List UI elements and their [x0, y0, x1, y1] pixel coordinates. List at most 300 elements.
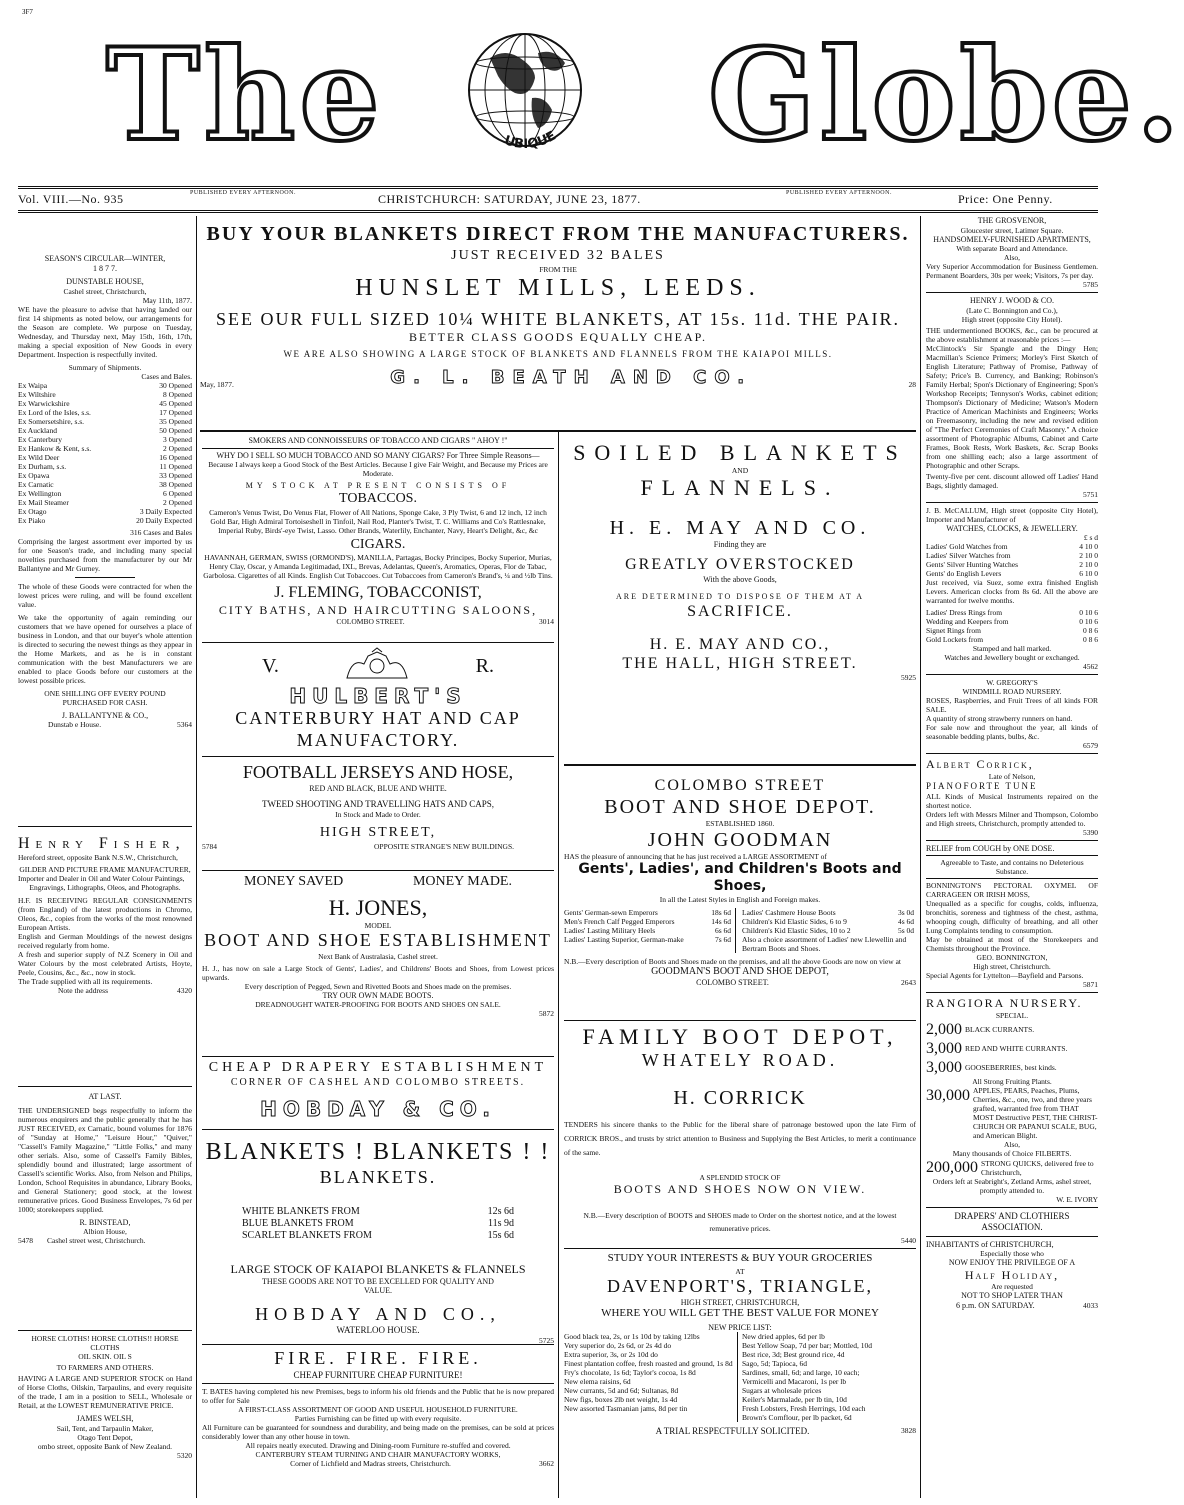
- blanket-price-list: [242, 1206, 514, 1242]
- row-value: 11s 9d: [487, 1218, 514, 1230]
- row-value: 30 Opened: [159, 380, 192, 390]
- ad-slogan: A TRIAL RESPECTFULLY SOLICITED.: [655, 1426, 810, 1437]
- row-label: BLUE BLANKETS FROM: [242, 1218, 354, 1230]
- row-value: 8 Opened: [163, 389, 192, 399]
- banner-date: May, 1877.: [200, 379, 234, 389]
- column-rule: [196, 216, 197, 1498]
- ad-firm: CITY BATHS, AND HAIRCUTTING SALOONS,: [218, 602, 538, 617]
- ad-heading: BOOT AND SHOE DEPOT.: [604, 796, 876, 819]
- row-label: WHITE BLANKETS FROM: [242, 1206, 360, 1218]
- ad-firm: W. GREGORY'S: [986, 678, 1038, 688]
- may-ad: [564, 436, 916, 756]
- price-row: [926, 542, 1098, 551]
- ad-body: We take the opportunity of again reminding our customers that we have opened for ourselves a place of business in London, and that our buyer's whole attention is directed to securing the newest things as they appear in the Home Markets, and as he is in constant communication with the best Manufacturers we are enabled to place Goods before our customers at the lowest possible prices.: [18, 612, 192, 685]
- ad-address: THE HALL, HIGH STREET.: [622, 655, 858, 673]
- price-row: [18, 381, 192, 390]
- ad-signature: W. E. IVORY: [1056, 1195, 1098, 1205]
- ad-firm: GEO. BONNINGTON,: [976, 953, 1048, 963]
- ad-heading: BONNINGTON'S PECTORAL OXYMEL OF CARRAGEEN OR IRISH MOSS,: [926, 881, 1098, 900]
- row-value: 2 10 0: [1079, 560, 1098, 570]
- ad-firm: CANTERBURY STEAM TURNING AND CHAIR MANUFACTORY WORKS,: [255, 1450, 501, 1460]
- banner-firm: G. L. BEATH AND CO.: [390, 367, 753, 389]
- row-value: 33 Opened: [159, 470, 192, 480]
- ad-heading: BOOTS AND SHOES NOW ON VIEW.: [613, 1181, 867, 1196]
- ad-subheading: MY STOCK AT PRESENT CONSISTS OF: [245, 481, 511, 491]
- ad-body: NOT TO SHOP LATER THAN: [961, 1291, 1063, 1301]
- row-label: Ex Auckland: [18, 425, 57, 435]
- ad-body: Because I always keep a Good Stock of the Best Articles. Because I give Fair Weight, and Because my Prices are Moderate.: [208, 460, 548, 479]
- price-row: [18, 489, 192, 498]
- ad-heading: FLANNELS.: [640, 475, 840, 501]
- ad-heading: Half Holiday,: [964, 1268, 1060, 1283]
- ad-heading: CANTERBURY HAT AND CAP MANUFACTORY.: [235, 708, 521, 750]
- ad-body: Twenty-five per cent. discount allowed off Ladies' Hand Bags, slightly damaged.: [926, 471, 1098, 490]
- ad-heading: THE GROSVENOR,: [977, 216, 1047, 225]
- row-label: Gold Lockets from: [926, 635, 984, 645]
- ad-number: 28: [908, 379, 916, 389]
- row-label: Gents' German-sewn Emperors: [564, 907, 658, 917]
- ad-firm: J. FLEMING, TOBACCONIST,: [274, 584, 482, 602]
- price-item: Sugars at wholesale prices: [742, 1386, 822, 1396]
- ad-heading: RANGIORA NURSERY.: [926, 996, 1083, 1011]
- ad-signature: JAMES WELSH,: [76, 1414, 134, 1423]
- ad-heading: SACRIFICE.: [687, 602, 793, 620]
- ad-body: (Late C. Bonnington and Co.),: [966, 305, 1058, 315]
- row-value: 15s 6d: [487, 1230, 514, 1242]
- ad-body: HAVING A LARGE AND SUPERIOR STOCK on Hand of Horse Cloths, Oilskin, Tarpaulins, and every requisite of the trade, I am in a position to SELL, Wholesale or Retail, at the LOWEST REMUNERATIVE PRICE.: [18, 1374, 192, 1410]
- goodman-price-list: [564, 908, 736, 953]
- ad-body: Parties Furnishing can be fitted up with every requisite.: [294, 1414, 462, 1424]
- ad-body: Very Superior Accommodation for Business Gentlemen. Permanent Boarders, 30s per week; Visitors, 7s per day.: [926, 262, 1098, 281]
- ad-body: HAVANNAH, GERMAN, SWISS (ORMOND'S), MANILLA, Partagas, Bocky Principes, Bocky Superior, Murias, Henry Clay, Oscar, y Amanda Legitimadad, IXL, Brevas, Adelantas, Queen's, Aromatics, Operas, Flor de Tabac, Garbolosa. Cigarettes of all Kinds. English Cut Tobaccoes. Cut Tobaccoes from Cameron's Brand's, ¼ and ½lb Tins.: [203, 553, 553, 581]
- hobday-ad: [202, 1060, 554, 1346]
- row-value: 3 Daily Expected: [139, 506, 192, 516]
- ad-body: N.B.—Every description of Boots and Shoes made on the premises, and all the above Goods are now on view at: [564, 956, 902, 966]
- ad-heading: WATCHES, CLOCKS, & JEWELLERY.: [946, 523, 1078, 533]
- ad-note: Note the address: [58, 986, 108, 996]
- row-label: SCARLET BLANKETS FROM: [242, 1230, 372, 1242]
- ad-body: Agreeable to Taste, and contains no Deleterious Substance.: [940, 858, 1084, 877]
- price-row: [18, 426, 192, 435]
- ad-body: ALL Kinds of Musical Instruments repaired on the shortest notice.: [926, 791, 1098, 810]
- ad-body: Every description of Pegged, Sewn and Rivetted Boots and Shoes made on the premises.: [244, 981, 512, 991]
- corrick-piano-ad: [926, 757, 1098, 836]
- row-value: 14s 6d: [711, 916, 731, 926]
- price-item: New currants, 5d and 6d; Sultanas, 8d: [564, 1386, 679, 1396]
- ad-body: The Trade supplied with all its requirements.: [18, 977, 153, 987]
- ad-number: 3014: [538, 616, 554, 626]
- price-item: New elema raisins, 6d: [564, 1377, 631, 1387]
- price-row: [18, 471, 192, 480]
- ad-offer: ONE SHILLING OFF EVERY POUND: [44, 688, 166, 698]
- price-item: Sardines, small, 6d; and large, 10 each;: [742, 1368, 860, 1378]
- date-line: CHRISTCHURCH: SATURDAY, JUNE 23, 1877.: [378, 192, 641, 206]
- price-row: [242, 1206, 514, 1218]
- price-item: Very superior do, 2s 6d, or 2s 4d do: [564, 1341, 672, 1351]
- globe-icon: [460, 18, 590, 178]
- ad-heading: HANDSOMELY-FURNISHED APARTMENTS,: [933, 234, 1091, 244]
- ad-heading: SOILED BLANKETS: [573, 440, 907, 465]
- row-label: Ex Wellington: [18, 488, 62, 498]
- row-label: Ladies' Lasting Superior, German-make: [564, 934, 684, 944]
- ad-heading: BLANKETS ! BLANKETS ! !: [205, 1138, 551, 1165]
- row-value: 2 Opened: [163, 443, 192, 453]
- ad-house: Albion House,: [83, 1227, 127, 1237]
- ad-body: MODEL: [364, 921, 392, 931]
- ad-body: Also,: [1003, 1140, 1021, 1150]
- ad-body: WE have the pleasure to advise that having landed our first 14 shipments as noted below, our arrangements for the Season are complete. We purpose on Tuesday, Wednesday, and Thursday next, May 15th, 16th, 17th, making a special exposition of New Goods in every Department. Inspection is respectfully invited.: [18, 304, 192, 359]
- row-value: 3s 0d: [897, 907, 914, 917]
- bates-ad: [202, 1348, 554, 1498]
- ad-body: T. BATES having completed his new Premises, begs to inform his old friends and the Public that he is now prepared to offer for Sale: [202, 1387, 554, 1406]
- row-value: 7s 6d: [714, 934, 731, 944]
- row-value: 5s 0d: [897, 925, 914, 935]
- row-value: 6s 6d: [714, 925, 731, 935]
- row-label: Ex Mail Steamer: [18, 497, 69, 507]
- masthead: [18, 8, 1184, 190]
- ad-section: CIGARS.: [350, 536, 406, 552]
- ad-address: WHATELY ROAD.: [641, 1050, 839, 1071]
- ad-number: 2643: [901, 977, 916, 987]
- ad-body: NOW ENJOY THE PRIVILEGE OF A: [948, 1258, 1076, 1268]
- watch-price-list: [926, 542, 1098, 578]
- banner-mills: HUNSLET MILLS, LEEDS.: [355, 274, 761, 301]
- row-label: Ladies' Silver Watches from: [926, 551, 1011, 561]
- ad-body: Special Agents for Lyttelton—Bayfield and Parsons.: [926, 971, 1084, 981]
- ad-heading: COLOMBO STREET: [654, 777, 826, 794]
- ad-body: A quantity of strong strawberry runners on hand.: [926, 714, 1073, 724]
- ad-number: 3828: [901, 1426, 916, 1436]
- ad-heading: CHEAP DRAPERY ESTABLISHMENT: [208, 1060, 548, 1075]
- royal-initial: R.: [475, 655, 494, 677]
- banner-from: FROM THE: [539, 264, 577, 274]
- ad-address: High street, Christchurch.: [973, 962, 1051, 972]
- ad-body: McClintock's Sir Spangle and the Dingy Hen; Macmillan's Science Primers; Morley's First Sketch of English Literature; Pathway of Promise, Pathway of Safety; Price's B. Currency, and Banking; Robinson's Family Herbal; Spon's Dictionary of Engineering; Spon's Workshop Receipts; Tennyson's Works, cabinet edition; Thompson's Dictionary of Medicine; Watson's Modern Practice of American Machinists and Engineers; Works on Freemasonry, including the new and revised edition of "The Perfect Ceremonies of Craft Masonry." A choice assortment of Photographic Albums, Cabinet and Carte Frames, Book Rests, Work Baskets, &c. Scrap Books from one shilling each; also a large assortment of Photographic and other Scraps.: [926, 343, 1098, 470]
- price-row: [926, 608, 1098, 617]
- price-item: Sago, 5d; Tapioca, 6d: [742, 1359, 807, 1369]
- banner-heading: BUY YOUR BLANKETS DIRECT FROM THE MANUFACTURERS.: [206, 223, 910, 245]
- price-row: [18, 435, 192, 444]
- binstead-ad: [18, 1092, 192, 1245]
- ad-slogan: MONEY MADE.: [412, 874, 512, 889]
- row-value: 18s 6d: [711, 907, 731, 917]
- ad-body: THESE GOODS ARE NOT TO BE EXCELLED FOR QUALITY AND VALUE.: [262, 1276, 494, 1296]
- price-row: [18, 480, 192, 489]
- banner-note: WE ARE ALSO SHOWING A LARGE STOCK OF BLANKETS AND FLANNELS FROM THE KAIAPOI MILLS.: [283, 348, 833, 359]
- row-value: 0 10 6: [1079, 617, 1098, 627]
- ad-firm: DAVENPORT'S, TRIANGLE,: [606, 1276, 873, 1297]
- row-label: Ladies' Cashmere House Boots: [742, 907, 836, 917]
- ad-body: Late of Nelson,: [988, 771, 1036, 781]
- grocery-list-2: [742, 1332, 916, 1422]
- ad-body: Comprising the largest assortment ever imported by us for one Season's trade, and including many special novelties purchased from the manufacturer by our Mr Ballantyne and Mr Gurney.: [18, 536, 192, 573]
- ad-body: Unequalled as a specific for coughs, colds, influenza, bronchitis, soreness and tightness of the chest, asthma, whooping cough, difficulty of breathing, and all other Lung Complaints tending to consumption.: [926, 899, 1098, 936]
- ad-body: Importer and Dealer in Oil and Water Colour Paintings,: [18, 874, 185, 884]
- ad-signature: R. BINSTEAD,: [79, 1217, 131, 1227]
- price-item: New figs, boxes 2lb net weight, 1s 4d: [564, 1395, 678, 1405]
- grosvenor-ad: [926, 216, 1098, 289]
- ad-body: The whole of these Goods were contracted for when the lowest prices were ruling, and will be found excellent value.: [18, 581, 192, 609]
- ad-heading: OIL SKIN. OIL S: [78, 1352, 132, 1361]
- row-label: Gents' Silver Hunting Watches: [926, 560, 1019, 570]
- ad-slogan: MONEY SAVED: [244, 874, 344, 889]
- quantity: 3,000: [926, 1039, 962, 1057]
- ad-heading: SEASON'S CIRCULAR—WINTER,: [44, 254, 166, 263]
- ad-body: HAS the pleasure of announcing that he has just received a LARGE ASSORTMENT of: [564, 852, 827, 862]
- ad-body: Are requested: [991, 1282, 1033, 1292]
- ad-address: Gloucester street, Latimer Square.: [960, 225, 1064, 235]
- ad-heading: INHABITANTS of CHRISTCHURCH,: [926, 1239, 1054, 1249]
- row-label: Ex Canterbury: [18, 434, 62, 444]
- ad-body: WHY DO I SELL SO MUCH TOBACCO AND SO MANY CIGARS? For Three Simple Reasons—: [216, 450, 540, 460]
- price-row: [564, 935, 731, 944]
- ad-heading: FOOTBALL JERSEYS AND HOSE,: [242, 762, 514, 783]
- ad-col-header: Cases and Bales.: [141, 371, 192, 381]
- rangiora-ad: [926, 996, 1098, 1204]
- bonnington-ad: [926, 844, 1098, 990]
- royal-initial: V.: [262, 655, 279, 677]
- ad-address: High street (opposite City Hotel).: [961, 314, 1063, 324]
- ad-number: 5925: [901, 673, 916, 683]
- row-value: 20 Daily Expected: [136, 515, 192, 525]
- row-value: 17 Opened: [159, 407, 192, 417]
- price-item: Best Yellow Soap, 7d per bar; Mottled, 10d: [742, 1341, 872, 1351]
- ad-heading: BLANKETS.: [319, 1166, 437, 1187]
- ad-body: STRONG QUICKS, delivered free to Christchurch,: [981, 1158, 1094, 1177]
- ad-date: May 11th, 1877.: [142, 295, 192, 305]
- fisher-ad: [18, 834, 192, 995]
- ad-body: AND: [731, 466, 749, 476]
- ad-body: A FIRST-CLASS ASSORTMENT OF GOOD AND USEFUL HOUSEHOLD FURNITURE.: [238, 1405, 518, 1415]
- ad-signature: J. BALLANTYNE & CO.,: [61, 710, 149, 720]
- ad-address: ombo street, opposite Bank of New Zealand.: [37, 1441, 173, 1451]
- ad-address: CORNER OF CASHEL AND COLOMBO STREETS.: [230, 1076, 526, 1088]
- price-row: [18, 453, 192, 462]
- price-row: [742, 926, 914, 935]
- ad-address: OPPOSITE STRANGE'S NEW BUILDINGS.: [374, 841, 514, 851]
- price-row: [18, 462, 192, 471]
- ad-body: Cameron's Venus Twist, Do Venus Flat, Flower of All Nations, Sponge Cake, 3 Ply Twist, 6 and 12 inch, 12 inch Gold Bar, High Admiral Tortoiseshell in Tinfoil, Nail Rod, Planter's Twist, T. C. Williams and Co's Rattlesnake, Imperial Ruby, Birds'-eye Twist, Lasso. Other Brands, Waterlily, Enchanter, Navy, Heart's Delight, &c, &c: [209, 507, 547, 535]
- ad-address: Cashel street, Christchurch,: [63, 286, 147, 296]
- ballantyne-ad: [18, 254, 192, 729]
- price-item: Keiler's Marmalade, per lb tin, 10d: [742, 1395, 847, 1405]
- ad-number: 5390: [1083, 827, 1098, 837]
- published-note: PUBLISHED EVERY AFTERNOON.: [190, 190, 296, 196]
- ad-body: N.B.—Every description of BOOTS and SHOES made to Order on the shortest notice, and at the lowest remunerative prices.: [583, 1211, 897, 1233]
- ad-body: For sale now and throughout the year, all kinds of seasonable bedding plants, bulbs, &c.: [926, 723, 1098, 742]
- price-row: [926, 569, 1098, 578]
- price-row: [18, 417, 192, 426]
- row-label: Signet Rings from: [926, 626, 982, 636]
- ad-heading: WHERE YOU WILL GET THE BEST VALUE FOR MONEY: [601, 1307, 879, 1320]
- ad-firm: H. CORRICK: [673, 1086, 807, 1109]
- ad-body: ARE DETERMINED TO DISPOSE OF THEM AT A: [615, 592, 865, 602]
- wood-ad: [926, 296, 1098, 499]
- ad-number: 5364: [177, 720, 192, 730]
- quantity: 3,000: [926, 1058, 962, 1076]
- price-row: [926, 551, 1098, 560]
- ad-firm: HOBDAY & CO.: [260, 1096, 496, 1121]
- ad-body: RED AND WHITE CURRANTS.: [965, 1043, 1068, 1053]
- price-row: [926, 635, 1098, 644]
- ad-body: May be obtained at most of the Storekeepers and Chemists throughout the Province.: [926, 935, 1098, 954]
- ad-body: H.F. IS RECEIVING REGULAR CONSIGNMENTS (from England) of the latest productions in Chromo, Oleos, &c., copies from the works of the most renowned European Artists.: [18, 896, 192, 933]
- ad-firm: H. JONES,: [328, 894, 428, 920]
- ad-number: 5725: [539, 1336, 554, 1346]
- price-item: Finest plantation coffee, fresh roasted and ground, 1s 8d: [564, 1359, 733, 1369]
- drapers-ad: [926, 1211, 1098, 1310]
- ad-house: Dunstab e House.: [48, 720, 102, 730]
- ad-body: Stamped and hall marked.: [972, 644, 1052, 654]
- ad-heading: Gents', Ladies', and Children's Boots and Shoes,: [578, 861, 902, 894]
- royal-crest-icon: [342, 648, 412, 684]
- row-label: Ex Waipa: [18, 380, 48, 390]
- row-value: 16 Opened: [159, 452, 192, 462]
- row-label: Ex Wiltshire: [18, 389, 56, 399]
- ad-heading: AT LAST.: [88, 1092, 122, 1101]
- ad-firm: JOHN GOODMAN: [647, 829, 833, 852]
- ad-number: 6579: [1083, 741, 1098, 751]
- ad-body: THE UNDERSIGNED begs respectfully to inform the numerous enquirers and the public generally that he has JUST RECEIVED, ex Carnatic, bound volumes for 1876 of "Sunday at Home," "Leisure Hour," "Quiver," "Cassell's Family Magazine," "Little Folks," and many other serials. Also, some of Cassell's Family Bibles, splendidly bound and illustrated; large assortment of Cassell's scientific Works. Also, from Nelson and Philips, London, School Requisites in abundance, Library Books, and General Stationery; good stock, at the lowest remunerative prices. Good Business Envelopes, 7s 6d per 1000; storekeepers supplied.: [18, 1105, 192, 1214]
- row-value: 38 Opened: [159, 479, 192, 489]
- volume-number: Vol. VIII.—No. 935: [18, 192, 124, 206]
- ad-offer: PURCHASED FOR CASH.: [62, 697, 148, 707]
- ad-number: 5785: [1083, 280, 1098, 290]
- price-row: [18, 390, 192, 399]
- ad-subheading: TO FARMERS AND OTHERS.: [56, 1363, 154, 1372]
- row-label: Ex Hankow & Kent, s.s.: [18, 443, 92, 453]
- ad-address: COLOMBO STREET.: [336, 616, 405, 626]
- ad-number: 5440: [901, 1235, 916, 1245]
- ad-body: TWEED SHOOTING AND TRAVELLING HATS AND CAPS,: [262, 799, 494, 810]
- ad-number: 5751: [1083, 489, 1098, 499]
- corrick-ad: [564, 1024, 916, 1246]
- row-value: 35 Opened: [159, 416, 192, 426]
- row-value: 0 10 6: [1079, 608, 1098, 618]
- ad-section: TOBACCOS.: [339, 490, 417, 506]
- published-note-2: PUBLISHED EVERY AFTERNOON.: [786, 190, 892, 196]
- row-label: Ex Durham, s.s.: [18, 461, 67, 471]
- ad-address: HIGH STREET, CHRISTCHURCH,: [680, 1297, 800, 1307]
- column-rule: [558, 430, 559, 1498]
- row-value: 12s 6d: [487, 1206, 514, 1218]
- ad-body: TENDERS his sincere thanks to the Public for the liberal share of patronage bestowed upon the late Firm of CORRICK BROS., and trusts by strict attention to Business and Supplying the Best Articles, to merit a continuance of the same.: [564, 1119, 916, 1158]
- ring-price-list: [926, 608, 1098, 644]
- row-label: Wedding and Keepers from: [926, 617, 1009, 627]
- row-label: Ex Warwickshire: [18, 398, 70, 408]
- shipment-list: [18, 381, 192, 525]
- ad-body: A SPLENDID STOCK OF: [699, 1172, 781, 1182]
- price-item: Good black tea, 2s, or 1s 10d by taking 12lbs: [564, 1332, 700, 1342]
- price-row: [242, 1230, 514, 1242]
- ad-heading: WINDMILL ROAD NURSERY.: [962, 687, 1062, 697]
- ad-year: 1 8 7 7.: [93, 263, 117, 273]
- row-value: 4 10 0: [1079, 542, 1098, 552]
- row-label: Men's French Calf Pegged Emperors: [564, 916, 675, 926]
- ad-body: With separate Board and Attendance.: [956, 244, 1068, 254]
- row-value: 6 10 0: [1079, 569, 1098, 579]
- ad-body: DREADNOUGHT WATER-PROOFING FOR BOOTS AND SHOES ON SALE.: [255, 1000, 501, 1010]
- ad-body: Also,: [1003, 253, 1021, 263]
- ad-heading: STUDY YOUR INTERESTS & BUY YOUR GROCERIES: [607, 1252, 873, 1264]
- row-value: 6 Opened: [163, 488, 192, 498]
- price-item: Brown's Cornflour, per lb packet, 6d: [742, 1413, 852, 1423]
- price-row: [564, 926, 731, 935]
- hulbert-ad: [202, 648, 554, 868]
- ad-heading: Albert Corrick,: [926, 757, 1034, 772]
- row-value: 2 Opened: [163, 497, 192, 507]
- goodman-price-list-2: [742, 908, 914, 935]
- price-row: [18, 399, 192, 408]
- ad-body: Especially those who: [980, 1249, 1044, 1259]
- price: Price: One Penny.: [958, 192, 1053, 206]
- quantity: 200,000: [926, 1159, 978, 1177]
- ad-address: Cashel street west, Christchurch.: [47, 1236, 146, 1246]
- ad-body: Also a choice assortment of Ladies' new Llewellin and Bertram Boots and Shoes.: [742, 934, 907, 953]
- row-label: Children's Kid Elastic Sides, 10 to 2: [742, 925, 851, 935]
- ad-firm: H. E. MAY AND CO.: [609, 516, 871, 539]
- column-rule: [920, 216, 921, 1498]
- row-label: Ladies' Dress Rings from: [926, 608, 1003, 618]
- price-row: [242, 1218, 514, 1230]
- ad-slogan: TRY OUR OWN MADE BOOTS.: [322, 990, 434, 1000]
- price-item: Fry's chocolate, 1s 6d; Taylor's cocoa, 1s 8d: [564, 1368, 696, 1378]
- ad-subheading: CHEAP FURNITURE CHEAP FURNITURE!: [293, 1369, 463, 1380]
- quantity: 30,000: [926, 1087, 970, 1105]
- row-value: 11 Opened: [159, 461, 192, 471]
- jones-ad: [202, 874, 554, 1054]
- ad-heading: PIANOFORTE TUNE: [926, 780, 1038, 791]
- price-item: New assorted Tasmanian jams, 8d per tin: [564, 1404, 688, 1414]
- ad-trade: Sail, Tent, and Tarpaulin Maker,: [56, 1423, 154, 1433]
- ad-total: 316 Cases and Bales: [130, 527, 192, 537]
- ad-body: SPECIAL.: [995, 1010, 1029, 1020]
- row-label: Ex Carnatic: [18, 479, 54, 489]
- ad-body: In all the Latest Styles in English and Foreign makes.: [659, 894, 821, 904]
- banner-sub: JUST RECEIVED 32 BALES: [451, 248, 665, 263]
- price-row: [926, 626, 1098, 635]
- ad-firm: HENRY J. WOOD & CO.: [969, 296, 1054, 306]
- ad-body: 6 p.m. ON SATURDAY.: [956, 1301, 1035, 1311]
- ad-address: Next Bank of Australasia, Cashel street.: [318, 951, 438, 961]
- price-row: [18, 507, 192, 516]
- ad-body: Just received, via Suez, some extra finished English Levers. American clocks from 8s 6d. All the above are warranted for twelve months.: [926, 578, 1098, 606]
- ad-heading: SMOKERS AND CONNOISSEURS OF TOBACCO AND CIGARS " AHOY !": [248, 436, 508, 445]
- ad-number: 5872: [539, 1009, 554, 1019]
- ad-body: APPLES, PEARS, Peaches, Plums, Cherries, &c., one, two, and three years grafted, warranted free from THAT MOST Destructive PEST, THE CHRIST-CHURCH OR PAPANUI SCALE, BUG, and American Blight.: [973, 1086, 1098, 1141]
- ad-address: HIGH STREET,: [319, 825, 437, 841]
- price-row: [18, 444, 192, 453]
- price-row: [18, 498, 192, 507]
- grocery-list: [564, 1332, 738, 1422]
- row-value: 2 10 0: [1079, 551, 1098, 561]
- ad-body: All Furniture can be guaranteed for soundness and durability, and being made on the premises, can be sold at prices considerably lower than any other house in town.: [202, 1423, 554, 1442]
- ad-heading: Henry Fisher,: [18, 835, 186, 852]
- ad-number: 5871: [1083, 980, 1098, 990]
- ad-heading: BOOT AND SHOE ESTABLISHMENT: [204, 930, 552, 951]
- ad-number: 5320: [177, 1450, 192, 1460]
- corner-mark: ЗF7: [22, 8, 33, 16]
- row-value: 45 Opened: [159, 398, 192, 408]
- ad-body: THE undermentioned BOOKS, &c., can be procured at the above establishment at reasonable prices :—: [926, 325, 1098, 344]
- row-value: 3 Opened: [163, 434, 192, 444]
- ad-subheading: Summary of Shipments.: [68, 362, 142, 372]
- ad-body: Engravings, Lithographs, Oleos, and Photographs.: [29, 883, 181, 893]
- ad-heading: FIRE. FIRE. FIRE.: [274, 1348, 482, 1368]
- motto: UBIQUE: [502, 128, 559, 153]
- ad-firm: HULBERT'S: [289, 684, 467, 708]
- ad-heading: FAMILY BOOT DEPOT,: [582, 1024, 898, 1049]
